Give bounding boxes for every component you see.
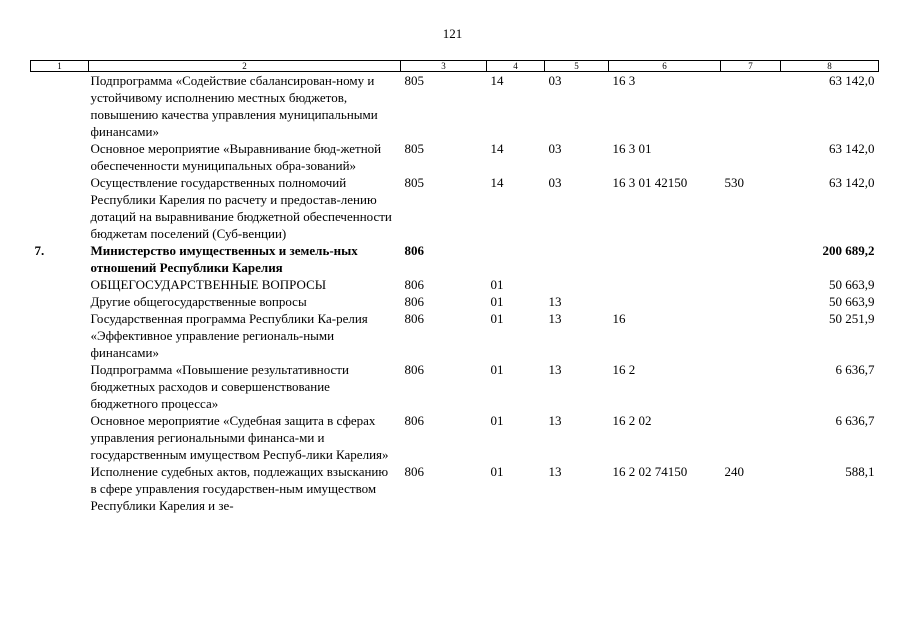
row-subsection-code: 13: [548, 294, 562, 309]
row-expense-type: [721, 140, 781, 174]
row-description: Другие общегосударственные вопросы: [90, 294, 307, 309]
row-amount: 588,1: [845, 464, 875, 479]
table-row: [31, 174, 879, 242]
row-number: 7.: [34, 243, 45, 258]
row-subsection-code: [545, 242, 609, 276]
row-target-article: 16 2 02: [612, 413, 652, 428]
row-ministry-code: 806: [404, 362, 424, 377]
row-description: Подпрограмма «Содействие сбалансирован-ному и устойчивому исполнению местных бюджетов, повышению качества управления муниципальными финансами»: [90, 73, 378, 139]
column-number-header: [31, 61, 879, 72]
row-description: Исполнение судебных актов, подлежащих взысканию в сфере управления государствен-ным имуществом Республики Карелия и зе-: [90, 464, 389, 513]
row-amount: 6 636,7: [835, 413, 875, 428]
budget-table: [30, 60, 879, 514]
column-header-5: 5: [545, 61, 609, 72]
row-section-code: 01: [490, 294, 504, 309]
row-expense-type: [721, 276, 781, 293]
row-section-code: 14: [490, 141, 504, 156]
row-subsection-code: [545, 276, 609, 293]
row-target-article: 16 3 01 42150: [612, 175, 688, 190]
row-ministry-code: 806: [404, 311, 424, 326]
row-target-article: [609, 293, 721, 310]
row-section-code: 01: [490, 311, 504, 326]
row-section-code: 14: [490, 175, 504, 190]
column-header-2: 2: [89, 61, 401, 72]
row-target-article: 16 2 02 74150: [612, 464, 688, 479]
row-number: [31, 140, 89, 174]
row-ministry-code: 806: [404, 464, 424, 479]
row-subsection-code: 03: [548, 141, 562, 156]
row-number: [31, 72, 89, 141]
row-ministry-code: 805: [404, 73, 424, 88]
row-subsection-code: 03: [548, 175, 562, 190]
row-number: [31, 174, 89, 242]
row-expense-type: 240: [724, 464, 744, 479]
table-row: [31, 276, 879, 293]
row-target-article: 16 3: [612, 73, 636, 88]
row-target-article: 16 3 01: [612, 141, 652, 156]
row-description: ОБЩЕГОСУДАРСТВЕННЫЕ ВОПРОСЫ: [90, 277, 327, 292]
column-header-7: 7: [721, 61, 781, 72]
row-number: [31, 276, 89, 293]
row-description: Государственная программа Республики Ка-релия «Эффективное управление региональ-ными финансами»: [90, 311, 368, 360]
row-amount: 63 142,0: [829, 175, 875, 190]
row-amount: 200 689,2: [822, 243, 875, 258]
row-subsection-code: 03: [548, 73, 562, 88]
row-number: [31, 412, 89, 463]
row-description: Основное мероприятие «Выравнивание бюд-жетной обеспеченности муниципальных обра-зований»: [90, 141, 382, 173]
row-ministry-code: 806: [404, 243, 424, 258]
row-subsection-code: 13: [548, 311, 562, 326]
row-expense-type: [721, 242, 781, 276]
row-amount: 63 142,0: [829, 141, 875, 156]
row-expense-type: [721, 72, 781, 141]
row-ministry-code: 806: [404, 413, 424, 428]
row-description: Основное мероприятие «Судебная защита в сферах управления региональными финанса-ми и государственным имуществом Респуб-лики Карелия»: [90, 413, 389, 462]
table-row: [31, 242, 879, 276]
row-amount: 6 636,7: [835, 362, 875, 377]
row-ministry-code: 805: [404, 175, 424, 190]
row-target-article: [609, 276, 721, 293]
table-row: [31, 361, 879, 412]
column-header-6: 6: [609, 61, 721, 72]
row-ministry-code: 806: [404, 277, 424, 292]
row-section-code: [487, 242, 545, 276]
row-target-article: [609, 242, 721, 276]
row-ministry-code: 805: [404, 141, 424, 156]
row-description: Подпрограмма «Повышение результативности бюджетных расходов и совершенствование бюджетного процесса»: [90, 362, 349, 411]
column-header-1: 1: [31, 61, 89, 72]
row-ministry-code: 806: [404, 294, 424, 309]
row-subsection-code: 13: [548, 464, 562, 479]
row-section-code: 01: [490, 413, 504, 428]
row-description: Министерство имущественных и земель-ных отношений Республики Карелия: [90, 243, 358, 275]
table-row: [31, 310, 879, 361]
row-section-code: 14: [490, 73, 504, 88]
row-expense-type: [721, 310, 781, 361]
row-section-code: 01: [490, 362, 504, 377]
row-expense-type: [721, 293, 781, 310]
row-number: [31, 463, 89, 514]
column-header-4: 4: [487, 61, 545, 72]
row-number: [31, 293, 89, 310]
page-number: 121: [442, 26, 463, 41]
row-amount: 50 663,9: [829, 294, 875, 309]
table-row: [31, 140, 879, 174]
row-target-article: 16: [612, 311, 626, 326]
row-amount: 50 251,9: [829, 311, 875, 326]
table-row: [31, 72, 879, 141]
table-row: [31, 463, 879, 514]
row-number: [31, 310, 89, 361]
column-header-8: 8: [781, 61, 879, 72]
row-description: Осуществление государственных полномочий Республики Карелия по расчету и предостав-лению дотаций на выравнивание бюджетной обеспеченности бюджетам поселений (Суб-венции): [90, 175, 392, 241]
row-subsection-code: 13: [548, 413, 562, 428]
row-expense-type: 530: [724, 175, 744, 190]
row-subsection-code: 13: [548, 362, 562, 377]
table-row: [31, 412, 879, 463]
row-expense-type: [721, 361, 781, 412]
row-section-code: 01: [490, 464, 504, 479]
row-amount: 63 142,0: [829, 73, 875, 88]
row-expense-type: [721, 412, 781, 463]
row-target-article: 16 2: [612, 362, 636, 377]
column-header-3: 3: [401, 61, 487, 72]
row-section-code: 01: [490, 277, 504, 292]
row-number: [31, 361, 89, 412]
table-row: [31, 293, 879, 310]
row-amount: 50 663,9: [829, 277, 875, 292]
